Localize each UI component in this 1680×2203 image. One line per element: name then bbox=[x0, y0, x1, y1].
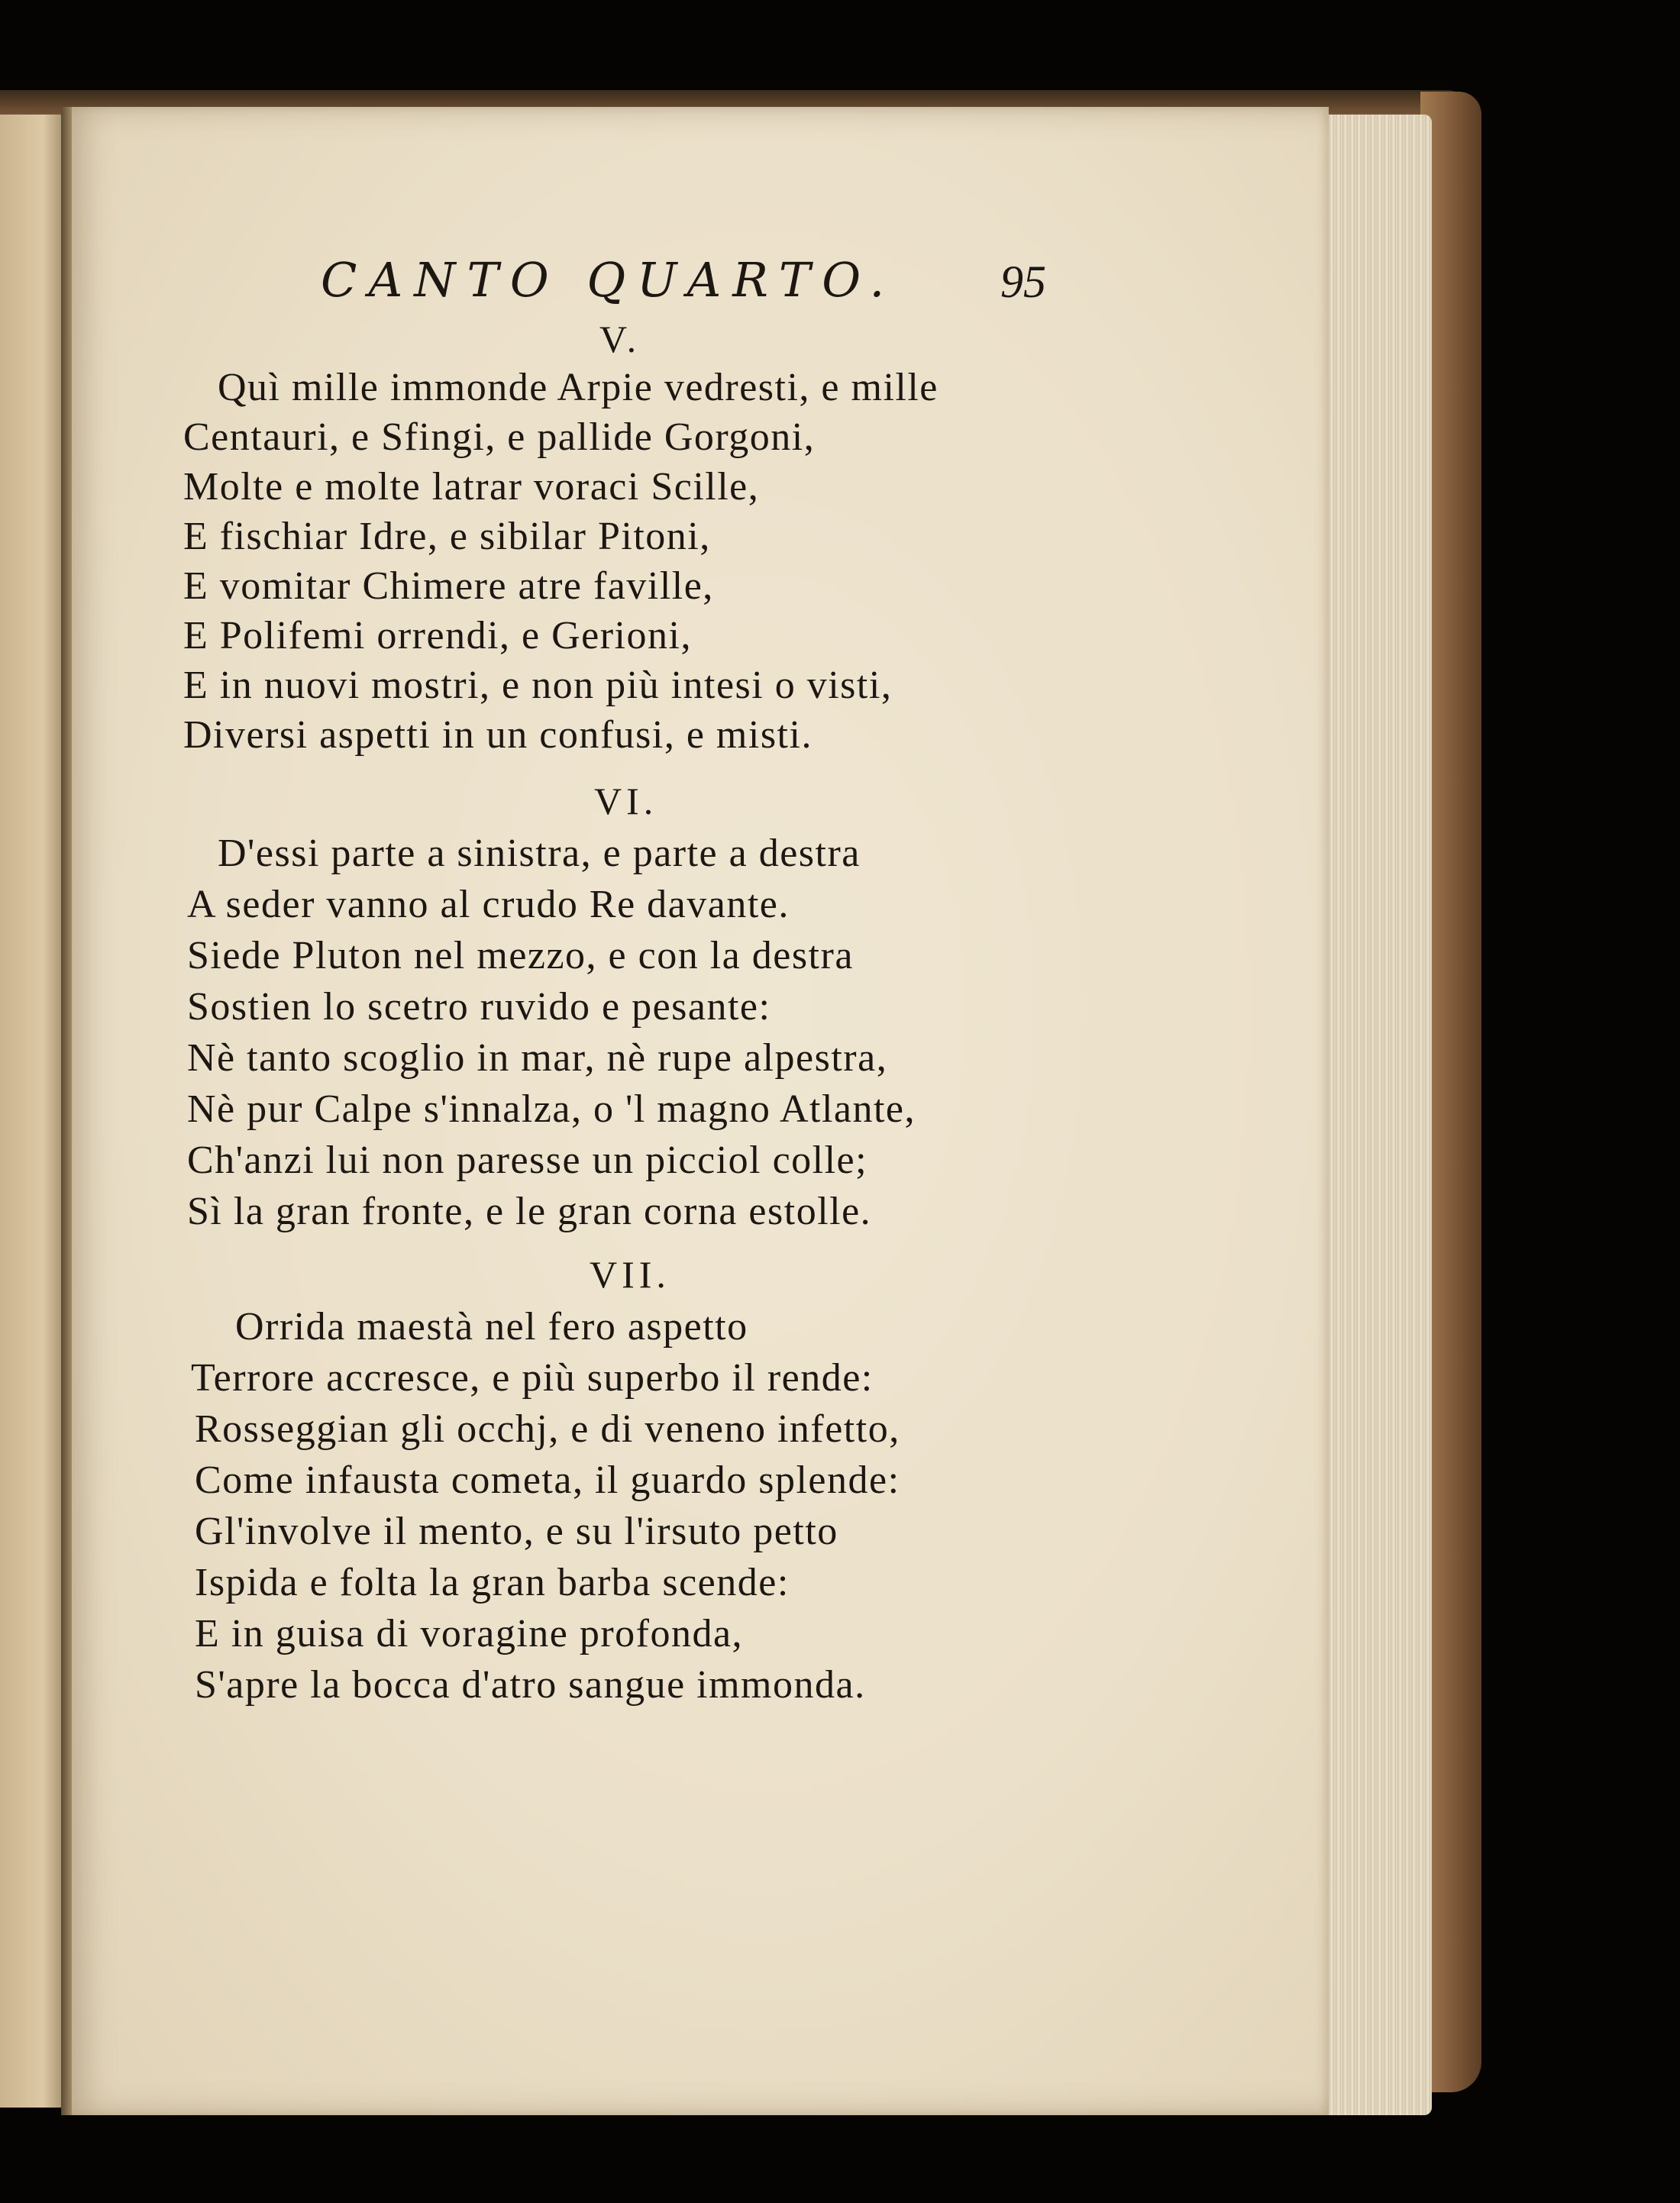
stanza-number: VII. bbox=[590, 1253, 670, 1296]
verse-line: D'essi parte a sinistra, e parte a destra bbox=[218, 832, 861, 875]
verse-line: Quì mille immonde Arpie vedresti, e mille bbox=[218, 366, 939, 409]
verse-line: E in guisa di voragine profonda, bbox=[195, 1612, 744, 1655]
verse-line: Orrida maestà nel fero aspetto bbox=[235, 1305, 748, 1349]
verse-line: Diversi aspetti in un confusi, e misti. bbox=[183, 713, 813, 757]
verse-line: Terrore accresce, e più superbo il rende: bbox=[191, 1356, 874, 1400]
verse-line: Come infausta cometa, il guardo splende: bbox=[195, 1458, 900, 1502]
verse-line: Nè tanto scoglio in mar, nè rupe alpestra, bbox=[187, 1036, 888, 1080]
verse-line: Nè pur Calpe s'innalza, o 'l magno Atlante, bbox=[187, 1087, 916, 1131]
verse-line: S'apre la bocca d'atro sangue immonda. bbox=[195, 1663, 866, 1707]
verse-line: A seder vanno al crudo Re davante. bbox=[187, 883, 790, 926]
page-number: 95 bbox=[1000, 257, 1046, 307]
running-title: CANTO QUARTO. bbox=[321, 252, 897, 308]
verse-line: E vomitar Chimere atre faville, bbox=[183, 564, 714, 608]
verse-line: Centauri, e Sfingi, e pallide Gorgoni, bbox=[183, 415, 816, 459]
verse-line: Siede Pluton nel mezzo, e con la destra bbox=[187, 934, 854, 977]
verse-line: Rosseggian gli occhj, e di veneno infetto, bbox=[195, 1407, 900, 1451]
verse-line: Ispida e folta la gran barba scende: bbox=[195, 1561, 790, 1604]
page-edges bbox=[1313, 115, 1432, 2115]
verse-line: Ch'anzi lui non paresse un picciol colle; bbox=[187, 1139, 868, 1182]
verse-line: E in nuovi mostri, e non più intesi o visti, bbox=[183, 664, 893, 707]
verse-line: E fischiar Idre, e sibilar Pitoni, bbox=[183, 515, 711, 558]
stanza-number: VI. bbox=[594, 780, 658, 822]
verse-line: Molte e molte latrar voraci Scille, bbox=[183, 465, 760, 509]
verse-line: Sostien lo scetro ruvido e pesante: bbox=[187, 985, 771, 1029]
verse-line: Sì la gran fronte, e le gran corna estolle. bbox=[187, 1190, 872, 1233]
stanza-number: V. bbox=[599, 318, 641, 360]
verse-line: Gl'involve il mento, e su l'irsuto petto bbox=[195, 1510, 838, 1553]
verse-line: E Polifemi orrendi, e Gerioni, bbox=[183, 614, 692, 657]
book-gutter bbox=[61, 107, 72, 2115]
